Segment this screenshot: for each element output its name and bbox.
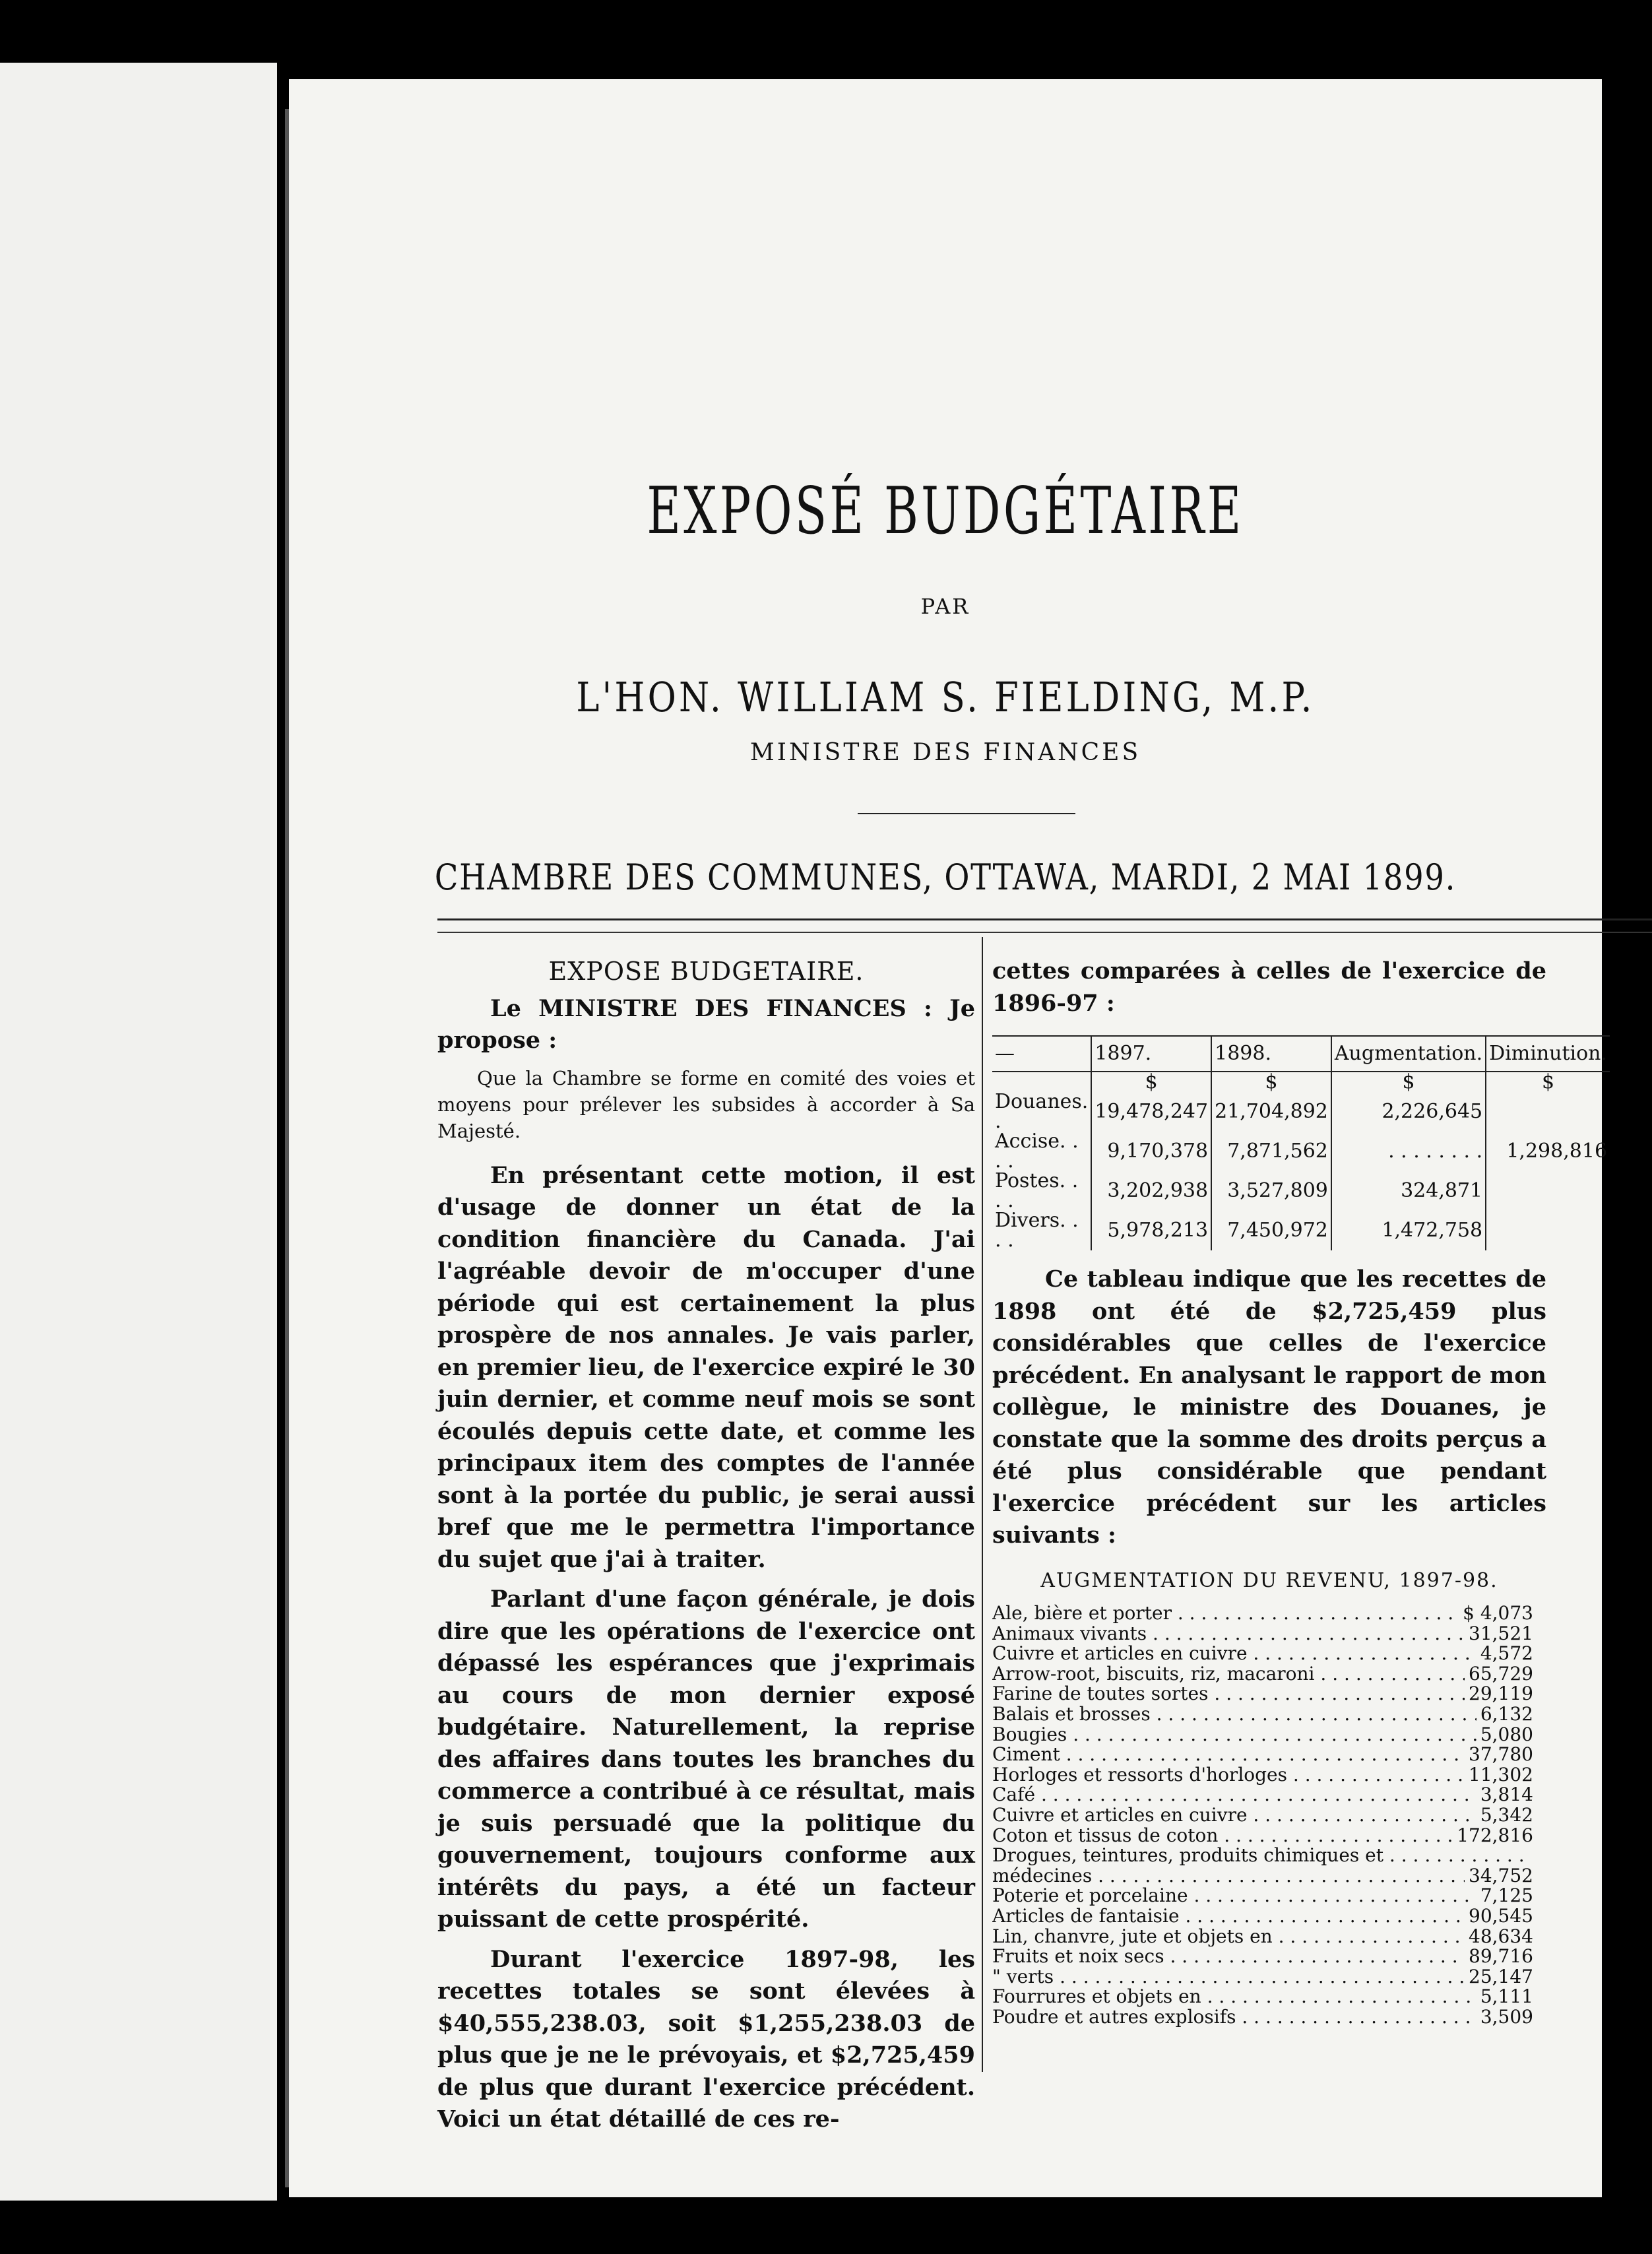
unit-cell bbox=[992, 1072, 1091, 1092]
column-header: — bbox=[992, 1036, 1091, 1072]
unit-cell: $ bbox=[1091, 1072, 1211, 1092]
list-item bbox=[992, 2007, 1533, 2028]
paragraph: En présentant cette motion, il est d'usage de donner un état de la condition financière du Canada. J'ai l'agréable devoir de m'occuper d'une période qui est certainement la plus prospère de nos annales. Je vais parler, en premier lieu, de l'exercice expiré le 30 juin dernier, et comme neuf mois se sont écoulés depuis cette date, et comme les principaux item des comptes de l'année sont à la portée du public, je serai aussi bref que me le permettra l'importance du sujet que j'ai à traiter. bbox=[437, 1161, 975, 1573]
item-name: Ale, bière et porter . . . bbox=[992, 1603, 1459, 1624]
list-item bbox=[992, 1805, 1533, 1826]
item-name: Poudre et autres explosifs . . . bbox=[992, 2007, 1477, 2028]
column-separator bbox=[982, 937, 983, 2072]
item-value: 172,816 bbox=[1457, 1824, 1533, 1846]
item-value: 7,125 bbox=[1480, 1884, 1533, 1907]
item-name: Café . . . bbox=[992, 1785, 1477, 1805]
left-column bbox=[437, 955, 975, 2144]
item-value: $ 4,073 bbox=[1463, 1602, 1533, 1624]
item-value bbox=[1529, 1846, 1533, 1866]
unit-cell: $ bbox=[1331, 1072, 1486, 1092]
item-value: 6,132 bbox=[1480, 1702, 1533, 1725]
list-item bbox=[992, 1826, 1533, 1846]
by-line: PAR bbox=[920, 594, 970, 619]
cell-augmentation: 1,472,758 bbox=[1331, 1211, 1486, 1250]
item-name: Fruits et noix secs . . . bbox=[992, 1947, 1465, 1967]
unit-cell: $ bbox=[1211, 1072, 1331, 1092]
list-item bbox=[992, 1624, 1533, 1644]
item-name: Drogues, teintures, produits chimiques et . . . bbox=[992, 1846, 1529, 1866]
item-name: Cuivre et articles en cuivre . . . bbox=[992, 1644, 1477, 1664]
list-item bbox=[992, 1644, 1533, 1664]
author-role: MINISTRE DES FINANCES bbox=[749, 739, 1141, 766]
cell-augmentation: . . . . . . . . bbox=[1331, 1132, 1486, 1171]
item-name: Lin, chanvre, jute et objets en . . . bbox=[992, 1927, 1465, 1947]
cell-augmentation: 324,871 bbox=[1331, 1171, 1486, 1211]
list-item bbox=[992, 1886, 1533, 1906]
item-name: Poterie et porcelaine . . . bbox=[992, 1886, 1477, 1906]
list-item bbox=[992, 1866, 1533, 1886]
motion-intro: Le MINISTRE DES FINANCES : Je propose : bbox=[437, 994, 975, 1054]
item-value: 48,634 bbox=[1469, 1925, 1533, 1947]
item-name: Ciment . . . bbox=[992, 1745, 1465, 1765]
cell-1898: 7,871,562 bbox=[1211, 1132, 1331, 1171]
row-label: Douanes. . bbox=[995, 1090, 1089, 1133]
cell-1897: 19,478,247 bbox=[1091, 1092, 1211, 1132]
item-name: Balais et brosses . . . bbox=[992, 1704, 1477, 1725]
right-column bbox=[992, 955, 1608, 2028]
list-item bbox=[992, 1603, 1533, 1624]
cell-augmentation: 2,226,645 bbox=[1331, 1092, 1486, 1132]
column-header: 1897. bbox=[1091, 1036, 1211, 1072]
item-value: 25,147 bbox=[1469, 1965, 1533, 1987]
item-name: Horloges et ressorts d'horloges . . . bbox=[992, 1765, 1465, 1786]
paragraph: Ce tableau indique que les recettes de 1898 ont été de $2,725,459 plus considérables que celles de l'exercice précédent. En analysant le rapport de mon collègue, le ministre des Douanes, je constate que la somme des droits perçus a été plus considérable que pendant l'exercice précédent sur les articles suivants : bbox=[992, 1266, 1546, 1549]
column-header: Augmentation. bbox=[1331, 1036, 1486, 1072]
list-item bbox=[992, 1684, 1533, 1704]
item-name: Arrow-root, biscuits, riz, macaroni . . . bbox=[992, 1664, 1465, 1685]
list-item bbox=[992, 1846, 1533, 1866]
cell-1898: 21,704,892 bbox=[1211, 1092, 1331, 1132]
cell-1898: 7,450,972 bbox=[1211, 1211, 1331, 1250]
item-name: Bougies . . . bbox=[992, 1725, 1477, 1745]
section-rule-bottom bbox=[437, 932, 1652, 933]
list-item bbox=[992, 1927, 1533, 1947]
item-value: 4,572 bbox=[1480, 1642, 1533, 1665]
cell-1897: 9,170,378 bbox=[1091, 1132, 1211, 1171]
row-label: Divers. . . . bbox=[995, 1209, 1079, 1252]
list-item bbox=[992, 1967, 1533, 1987]
motion-quote: Que la Chambre se forme en comité des voies et moyens pour prélever les subsides à accorder à Sa Majesté. bbox=[437, 1066, 975, 1142]
table-row bbox=[992, 1092, 1610, 1132]
list-item bbox=[992, 1906, 1533, 1927]
item-value: 11,302 bbox=[1469, 1763, 1533, 1786]
paragraph: Durant l'exercice 1897-98, les recettes totales se sont élevées à $40,555,238.03, soit $1,255,238.03 de plus que je ne le prévoyais, et $2,725,459 de plus que durant l'exercice précédent. Voici un état détaillé de ces re- bbox=[437, 1945, 975, 2133]
list-item bbox=[992, 1704, 1533, 1725]
cell-1898: 3,527,809 bbox=[1211, 1171, 1331, 1211]
cell-diminution: 1,298,816 bbox=[1486, 1132, 1610, 1171]
column-header: Diminution. bbox=[1486, 1036, 1610, 1072]
table-row bbox=[992, 1211, 1610, 1250]
list-item bbox=[992, 1785, 1533, 1805]
column-header: 1898. bbox=[1211, 1036, 1331, 1072]
list-heading: AUGMENTATION DU REVENU, 1897-98. bbox=[1040, 1568, 1498, 1592]
facing-page-edge bbox=[0, 63, 277, 2201]
section-heading: EXPOSE BUDGETAIRE. bbox=[548, 957, 864, 986]
item-value: 5,111 bbox=[1480, 1985, 1533, 2008]
item-value: 5,080 bbox=[1480, 1723, 1533, 1745]
author-name: L'HON. WILLIAM S. FIELDING, M.P. bbox=[576, 673, 1315, 721]
list-item bbox=[992, 1947, 1533, 1967]
unit-row bbox=[992, 1072, 1610, 1092]
item-value: 5,342 bbox=[1480, 1803, 1533, 1826]
table-row bbox=[992, 1132, 1610, 1171]
unit-cell: $ bbox=[1486, 1072, 1610, 1092]
list-item bbox=[992, 1725, 1533, 1745]
item-name: Animaux vivants . . . bbox=[992, 1624, 1465, 1644]
item-value: 90,545 bbox=[1469, 1904, 1533, 1927]
list-item bbox=[992, 1987, 1533, 2007]
list-item bbox=[992, 1745, 1533, 1765]
paragraph-continuation: cettes comparées à celles de l'exercice de 1896-97 : bbox=[992, 957, 1546, 1017]
item-value: 29,119 bbox=[1469, 1683, 1533, 1705]
table-row bbox=[992, 1171, 1610, 1211]
table-header-row bbox=[992, 1036, 1610, 1072]
list-item bbox=[992, 1765, 1533, 1786]
cell-diminution bbox=[1486, 1171, 1610, 1211]
title-divider bbox=[858, 813, 1075, 814]
cell-1897: 5,978,213 bbox=[1091, 1211, 1211, 1250]
paragraph: Parlant d'une façon générale, je dois dire que les opérations de l'exercice ont dépassé les espérances que j'exprimais au cours de mon dernier exposé budgétaire. Naturellement, la reprise des affaires dans toutes les branches du commerce a contribué à ce résultat, mais je suis persuadé que la politique du gouvernement, toujours conforme aux intérêts du pays, a été un facteur puissant de cette prospérité. bbox=[437, 1586, 975, 1933]
document-title: EXPOSÉ BUDGÉTAIRE bbox=[647, 474, 1244, 549]
item-name: Farine de toutes sortes . . . bbox=[992, 1684, 1465, 1704]
revenue-table bbox=[992, 1035, 1610, 1250]
item-value: 3,509 bbox=[1480, 2005, 1533, 2028]
item-name: " verts . . . bbox=[992, 1967, 1465, 1987]
section-rule-top bbox=[437, 918, 1652, 920]
item-name: médecines . . . bbox=[992, 1866, 1465, 1886]
session-line: CHAMBRE DES COMMUNES, OTTAWA, MARDI, 2 MAI 1899. bbox=[434, 856, 1457, 898]
cell-1897: 3,202,938 bbox=[1091, 1171, 1211, 1211]
item-value: 65,729 bbox=[1469, 1662, 1533, 1685]
cell-diminution bbox=[1486, 1092, 1610, 1132]
cell-diminution bbox=[1486, 1211, 1610, 1250]
item-name: Cuivre et articles en cuivre . . . bbox=[992, 1805, 1477, 1826]
item-name: Articles de fantaisie . . . bbox=[992, 1906, 1465, 1927]
document-page bbox=[289, 79, 1608, 2197]
item-value: 89,716 bbox=[1469, 1945, 1533, 1968]
row-label: Postes. . . . bbox=[995, 1169, 1079, 1212]
item-name: Fourrures et objets en . . . bbox=[992, 1987, 1477, 2007]
item-value: 34,752 bbox=[1469, 1864, 1533, 1886]
item-value: 31,521 bbox=[1469, 1622, 1533, 1644]
item-name: Coton et tissus de coton . . . bbox=[992, 1826, 1453, 1846]
row-label: Accise. . . . bbox=[995, 1130, 1079, 1173]
item-value: 3,814 bbox=[1480, 1784, 1533, 1806]
item-value: 37,780 bbox=[1469, 1743, 1533, 1766]
list-item bbox=[992, 1664, 1533, 1685]
revenue-item-list bbox=[992, 1603, 1533, 2027]
